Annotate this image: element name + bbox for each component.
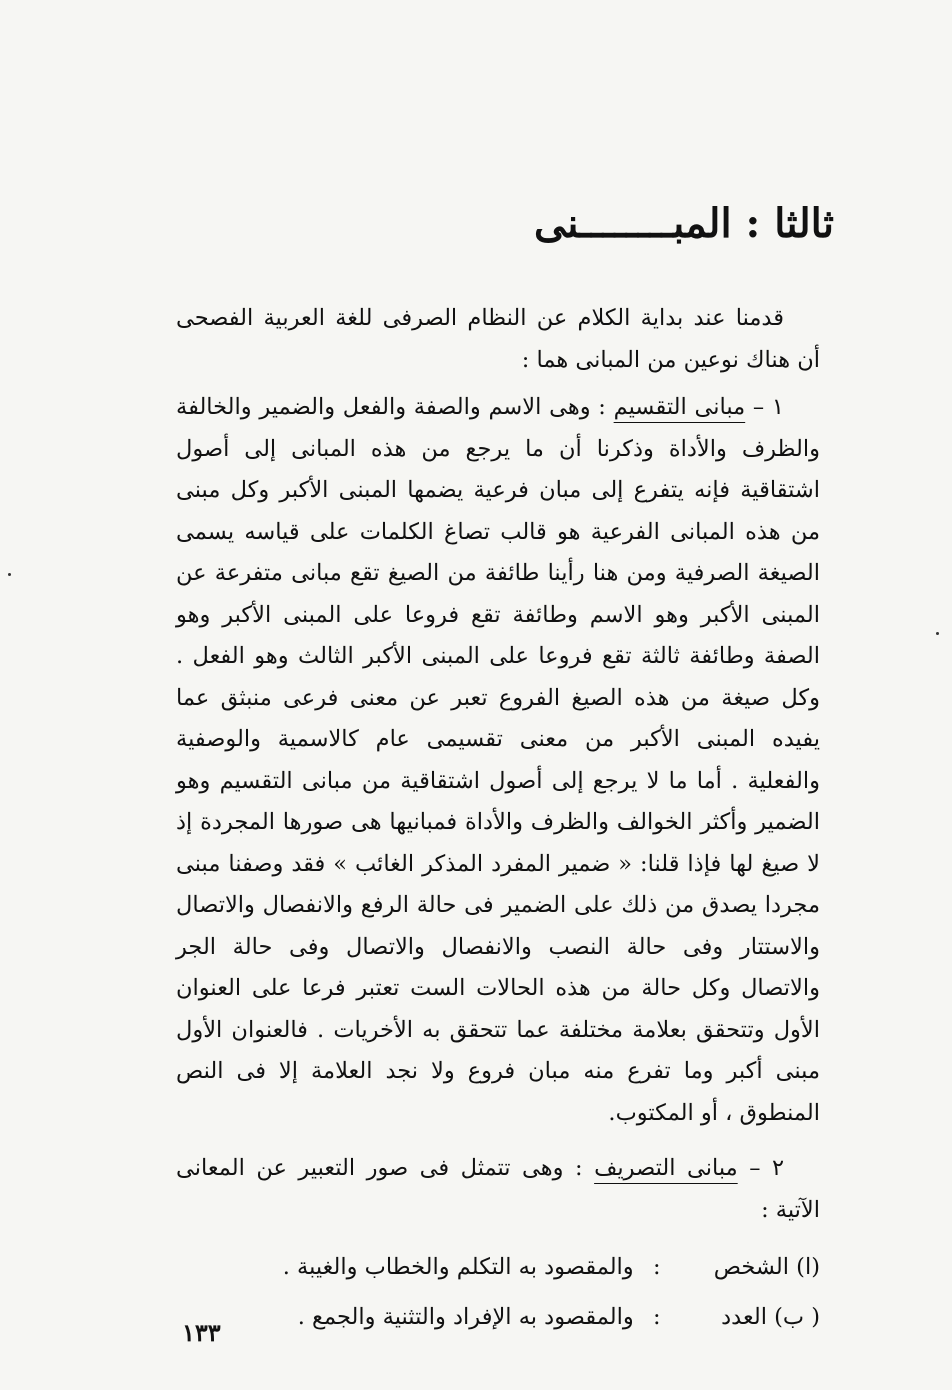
sub-item-colon: : (653, 1254, 661, 1280)
item-2-number: ٢ – (749, 1155, 785, 1181)
item-1-number: ١ – (752, 394, 784, 420)
item-1-title: مبانى التقسيم (613, 394, 746, 420)
item-2-title: مبانى التصريف (594, 1155, 738, 1181)
sub-item-colon: : (653, 1303, 661, 1330)
item-2-text: : وهى تتمثل فى صور التعبير عن المعانى الآتية : (176, 1155, 820, 1223)
margin-mark (936, 632, 939, 635)
sub-item-label: ( ب) العدد (721, 1303, 820, 1330)
item-1-paragraph (176, 387, 820, 1134)
item-2-paragraph (176, 1148, 820, 1231)
section-heading: ثالثا : المبــــــــنى (533, 200, 834, 247)
margin-mark (8, 573, 11, 576)
sub-item-person (176, 1247, 820, 1289)
sub-item-label: (ا) الشخص (713, 1254, 820, 1280)
sub-item-text: والمقصود به الإفراد والتثنية والجمع . (297, 1303, 634, 1330)
sub-item-text: والمقصود به التكلم والخطاب والغيبة . (282, 1254, 634, 1280)
page-number: ١٣٣ (182, 1318, 221, 1347)
item-1-text: : وهى الاسم والصفة والفعل والضمير والخالفة والظرف والأداة وذكرنا أن ما يرجع من هذه المبانى إلى أصول اشتقاقية فإنه يتفرع إلى مبان فرعية يضمها المبنى الأكبر وكل مبنى من هذه المبانى الفرعية هو قالب تصاغ الكلمات على قياسه يسمى الصيغة الصرفية ومن هنا رأينا طائفة من الصيغ تقع مبانى متفرعة عن المبنى الأكبر وهو الاسم وطائفة تقع فروعا على المبنى الأكبر وهو الصفة وطائفة ثالثة تقع فروعا على المبنى الأكبر الثالث وهو الفعل . وكل صيغة من هذه الصيغ الفروع تعبر عن معنى فرعى منبثق عما يفيده المبنى الأكبر من معنى تقسيمى عام كالاسمية والوصفية والفعلية . أما ما لا يرجع إلى أصول اشتقاقية من مبانى التقسيم وهو الضمير وأكثر الخوالف والظرف والأداة فمبانيها هى صورها المجردة إذ لا صيغ لها فإذا قلنا: « ضمير المفرد المذكر الغائب » فقد وصفنا مبنى مجردا يصدق من ذلك على الضمير فى حالة الرفع والانفصال والاتصال والاستتار وفى حالة النصب والانفصال والاتصال وفى حالة الجر والاتصال وكل حالة من هذه الحالات الست تعتبر فرعا على العنوان الأول وتتحقق بعلامة مختلفة عما تتحقق به الأخريات . فالعنوان الأول مبنى أكبر وما تفرع منه مبان فروع ولا نجد العلامة إلا فى النص المنطوق ، أو المكتوب. (176, 394, 820, 1126)
body-text (176, 298, 820, 1338)
sub-item-number (176, 1297, 820, 1339)
intro-paragraph: قدمنا عند بداية الكلام عن النظام الصرفى للغة العربية الفصحى أن هناك نوعين من المبانى هما : (176, 305, 820, 373)
